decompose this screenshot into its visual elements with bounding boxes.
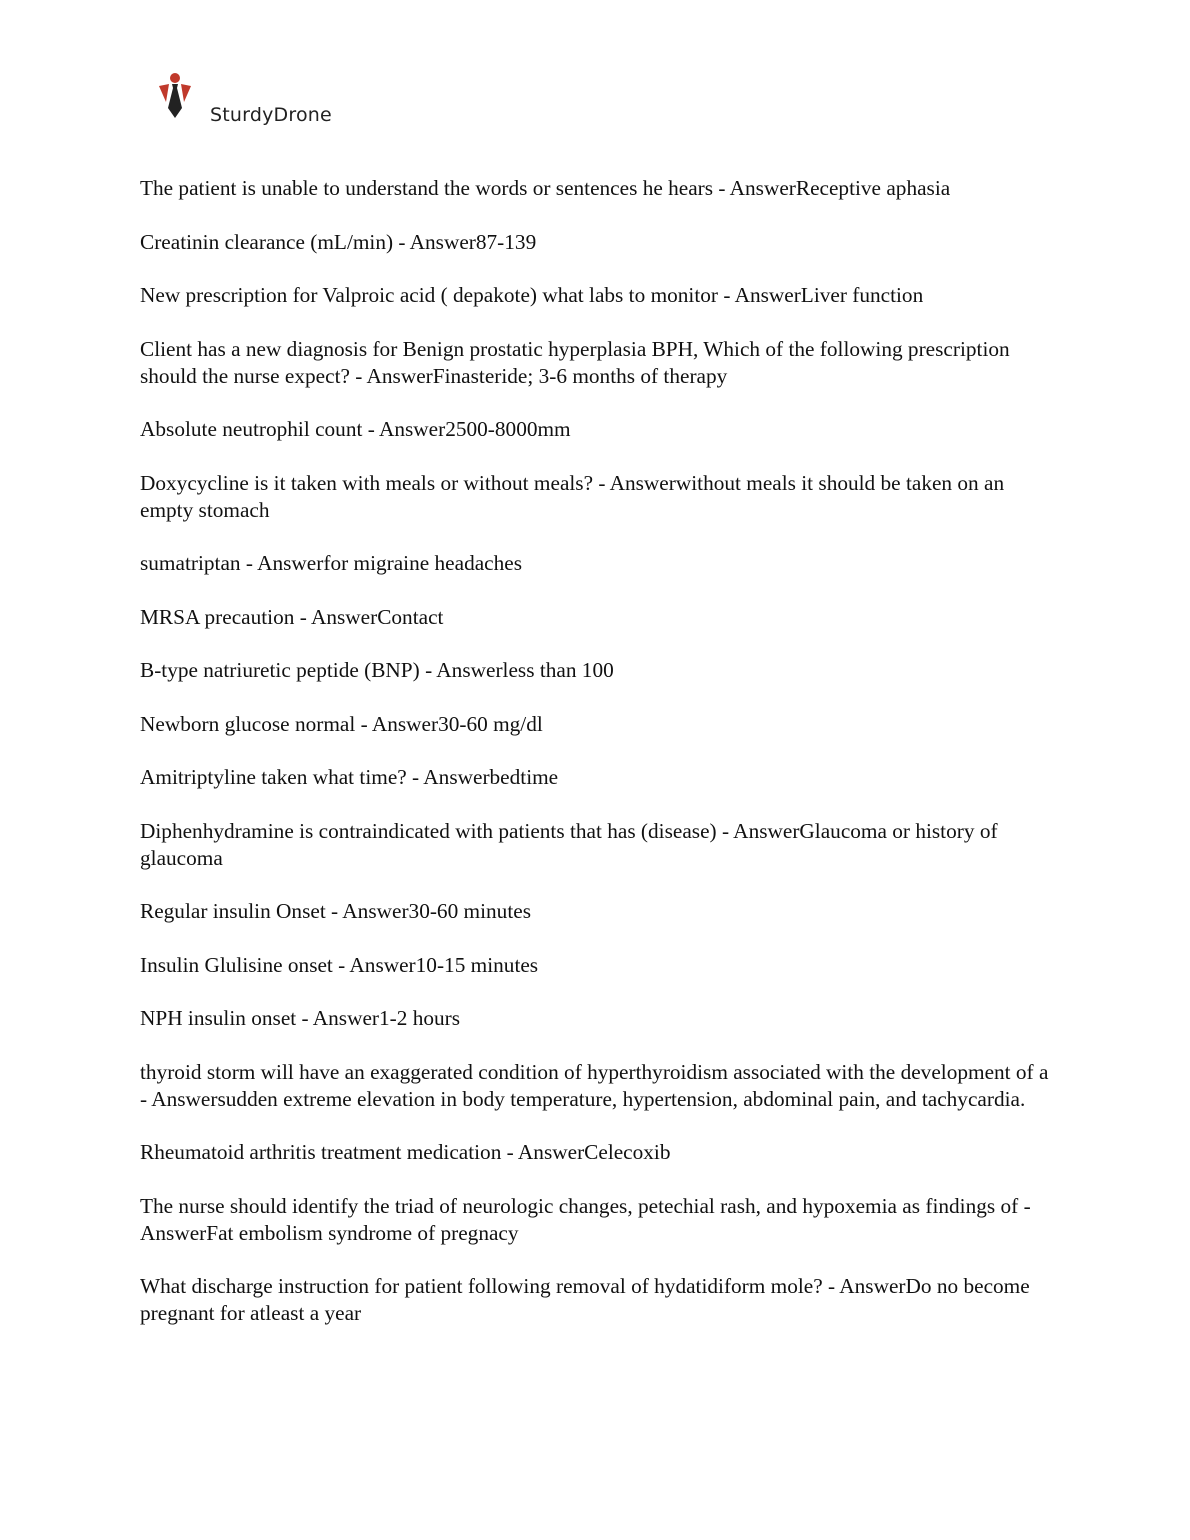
brand-logo xyxy=(155,72,355,132)
brand-name: SturdyDrone xyxy=(210,104,332,126)
qa-item: thyroid storm will have an exaggerated condition of hyperthyroidism associated with the development of a - Answersudden extreme elevation in body temperature, hypertension, abdominal pain, and tachycardia. xyxy=(140,1059,1049,1111)
qa-item: Client has a new diagnosis for Benign prostatic hyperplasia BPH, Which of the following prescription should the nurse expect? - AnswerFinasteride; 3-6 months of therapy xyxy=(140,336,1010,388)
qa-item: The patient is unable to understand the words or sentences he hears - AnswerReceptive aphasia xyxy=(140,176,951,200)
qa-item: NPH insulin onset - Answer1-2 hours xyxy=(140,1006,461,1030)
qa-item: Rheumatoid arthritis treatment medication - AnswerCelecoxib xyxy=(140,1140,671,1164)
qa-item: MRSA precaution - AnswerContact xyxy=(140,604,444,629)
tie-person-icon xyxy=(155,72,195,120)
qa-item: Doxycycline is it taken with meals or without meals? - Answerwithout meals it should be taken on an empty stomach xyxy=(140,470,1005,522)
qa-item: sumatriptan - Answerfor migraine headaches xyxy=(140,551,523,575)
qa-list xyxy=(140,175,1060,1354)
qa-item: The nurse should identify the triad of neurologic changes, petechial rash, and hypoxemia as findings of - AnswerFat embolism syndrome of pregnacy xyxy=(140,1193,1031,1245)
qa-item: Insulin Glulisine onset - Answer10-15 minutes xyxy=(140,952,539,977)
qa-item: Diphenhydramine is contraindicated with patients that has (disease) - AnswerGlaucoma or history of glaucoma xyxy=(140,818,998,870)
qa-item: Regular insulin Onset - Answer30-60 minutes xyxy=(140,899,531,923)
qa-item: Amitriptyline taken what time? - Answerbedtime xyxy=(140,765,559,789)
qa-item: Absolute neutrophil count - Answer2500-8000mm xyxy=(140,417,571,441)
qa-item: New prescription for Valproic acid ( depakote) what labs to monitor - AnswerLiver function xyxy=(140,283,924,307)
qa-item: Creatinin clearance (mL/min) - Answer87-139 xyxy=(140,229,537,254)
qa-item: B-type natriuretic peptide (BNP) - Answerless than 100 xyxy=(140,658,614,682)
qa-item: Newborn glucose normal - Answer30-60 mg/dl xyxy=(140,711,543,736)
qa-item: What discharge instruction for patient following removal of hydatidiform mole? - AnswerDo no become pregnant for atleast a year xyxy=(140,1274,1030,1325)
